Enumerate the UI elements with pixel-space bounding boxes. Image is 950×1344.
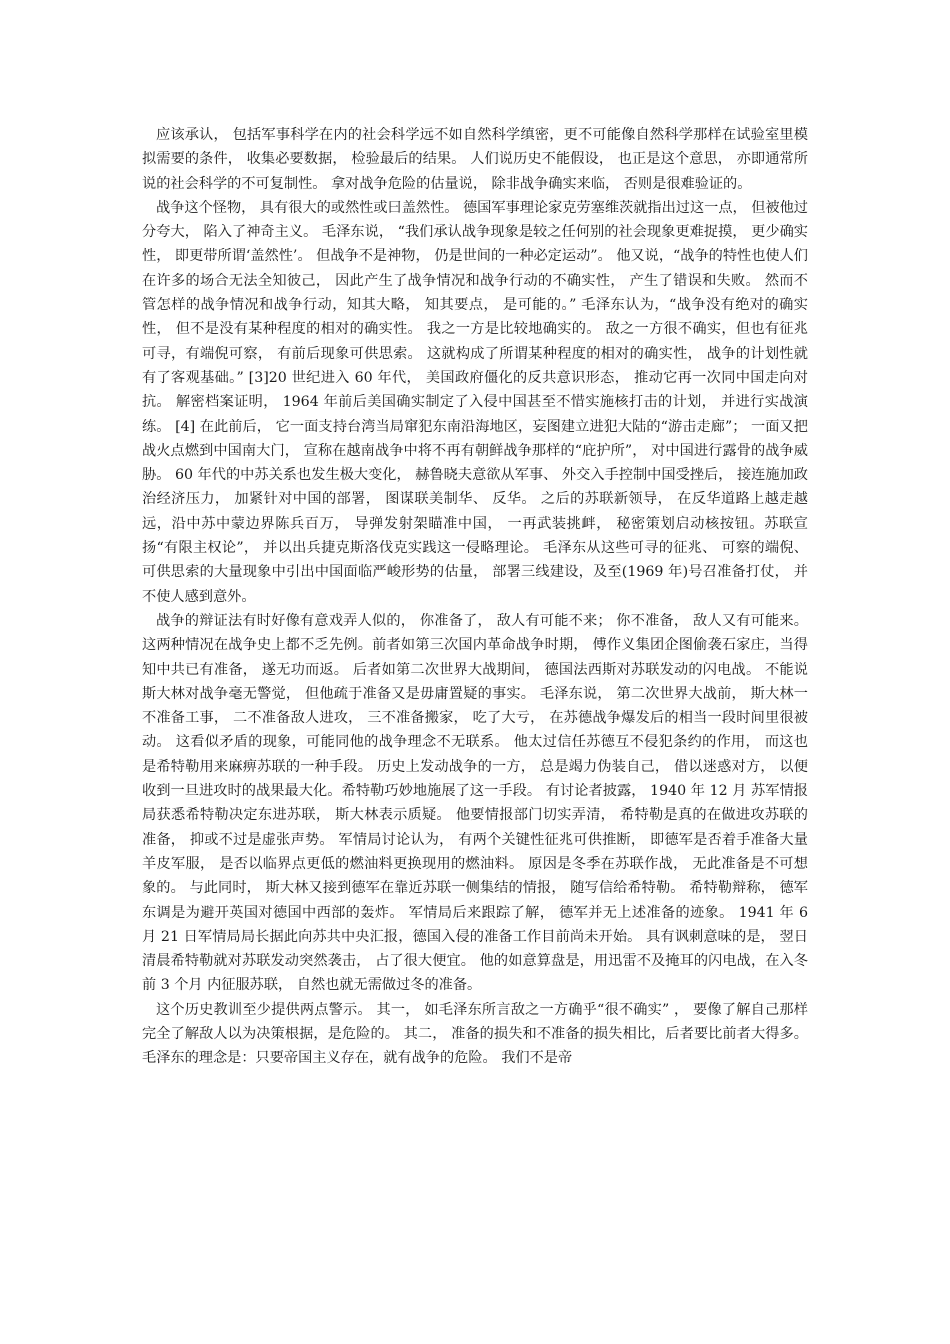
paragraph-2: 战争这个怪物， 具有很大的或然性或曰盖然性。 德国军事理论家克劳塞维茨就指出过这一点， 但被他过分夸大， 陷入了神奇主义。 毛泽东说， “我们承认战争现象是较之任何别的社会现象更难捉摸， 更少确实性， 即更带所谓‘盖然性’。 但战争不是神物， 仍是世间的一种必定运动”。 他又说，“战争的特性也使人们在许多的场合无法全知彼己， 因此产生了战争情况和战争行动的不确实性， 产生了错误和失败。 然而不管怎样的战争情况和战争行动，知其大略， 知其要点， 是可能的。” 毛泽东认为，“战争没有绝对的确实性， 但不是没有某种程度的相对的确实性。 我之一方是比较地确实的。 敌之一方很不确实，但也有征兆可寻，有端倪可察， 有前后现象可供思索。 这就构成了所谓某种程度的相对的确实性， 战争的计划性就有了客观基础。” [3]20 世纪进入 60 年代， 美国政府僵化的反共意识形态， 推动它再一次同中国走向对抗。 解密档案证明， 1964 年前后美国确实制定了入侵中国甚至不惜实施核打击的计划， 并进行实战演练。 [4] 在此前后， 它一面支持台湾当局窜犯东南沿海地区，妄图建立进犯大陆的“游击走廊”； 一面又把战火点燃到中国南大门， 宣称在越南战争中将不再有朝鲜战争那样的“庇护所”， 对中国进行露骨的战争威胁。 60 年代的中苏关系也发生极大变化， 赫鲁晓夫意欲从军事、 外交入手控制中国受挫后， 接连施加政治经济压力， 加紧针对中国的部署， 图谋联美制华、 反华。 之后的苏联新领导， 在反华道路上越走越远，沿中苏中蒙边界陈兵百万， 导弹发射架瞄准中国， 一再武装挑衅， 秘密策划启动核按钮。苏联宣扬“有限主权论”， 并以出兵捷克斯洛伐克实践这一侵略理论。 毛泽东从这些可寻的征兆、 可察的端倪、 可供思索的大量现象中引出中国面临严峻形势的估量， 部署三线建设，及至(1969 年)号召准备打仗， 并不使人感到意外。: [142, 199, 808, 605]
body-text: [142, 123, 808, 1071]
paragraph-1: 应该承认， 包括军事科学在内的社会科学远不如自然科学缜密，更不可能像自然科学那样在试验室里模拟需要的条件， 收集必要数据， 检验最后的结果。 人们说历史不能假设， 也正是这个意思， 亦即通常所说的社会科学的不可复制性。 拿对战争危险的估量说， 除非战争确实来临， 否则是很难验证的。: [142, 127, 808, 192]
paragraph-4: 这个历史教训至少提供两点警示。 其一， 如毛泽东所言敌之一方确乎“很不确实” ， 要像了解自己那样完全了解敌人以为决策根据，是危险的。 其二， 准备的损失和不准备的损失相比，后者要比前者大得多。 毛泽东的理念是：只要帝国主义存在，就有战争的危险。 我们不是帝: [142, 1001, 808, 1067]
paragraph-3: 战争的辩证法有时好像有意戏弄人似的， 你准备了， 敌人有可能不来； 你不准备， 敌人又有可能来。 这两种情况在战争史上都不乏先例。前者如第三次国内革命战争时期， 傅作义集团企图偷袭石家庄，当得知中共已有准备， 遂无功而返。 后者如第二次世界大战期间， 德国法西斯对苏联发动的闪电战。 不能说斯大林对战争毫无警觉， 但他疏于准备又是毋庸置疑的事实。 毛泽东说， 第二次世界大战前， 斯大林一不准备工事， 二不准备敌人进攻， 三不准备搬家， 吃了大亏， 在苏德战争爆发后的相当一段时间里很被动。 这看似矛盾的现象，可能同他的战争理念不无联系。 他太过信任苏德互不侵犯条约的作用， 而这也是希特勒用来麻痹苏联的一种手段。 历史上发动战争的一方， 总是竭力伪装自己， 借以迷惑对方， 以便收到一旦进攻时的战果最大化。希特勒巧妙地施展了这一手段。 有讨论者披露， 1940 年 12 月 苏军情报局获悉希特勒决定东进苏联， 斯大林表示质疑。 他要情报部门切实弄清， 希特勒是真的在做进攻苏联的准备， 抑或不过是虚张声势。 军情局讨论认为， 有两个关键性征兆可供推断， 即德军是否着手准备大量羊皮军服， 是否以临界点更低的燃油料更换现用的燃油料。 原因是冬季在苏联作战， 无此准备是不可想象的。 与此同时， 斯大林又接到德军在靠近苏联一侧集结的情报， 随写信给希特勒。 希特勒辩称， 德军东调是为避开英国对德国中西部的轰炸。 军情局后来跟踪了解， 德军并无上述准备的迹象。 1941 年 6 月 21 日军情局局长据此向苏共中央汇报，德国入侵的准备工作目前尚未开始。 具有讽刺意味的是， 翌日清晨希特勒就对苏联发动突然袭击， 占了很大便宜。 他的如意算盘是，用迅雷不及掩耳的闪电战，在入冬前 3 个月 内征服苏联， 自然也就无需做过冬的准备。: [142, 612, 808, 994]
